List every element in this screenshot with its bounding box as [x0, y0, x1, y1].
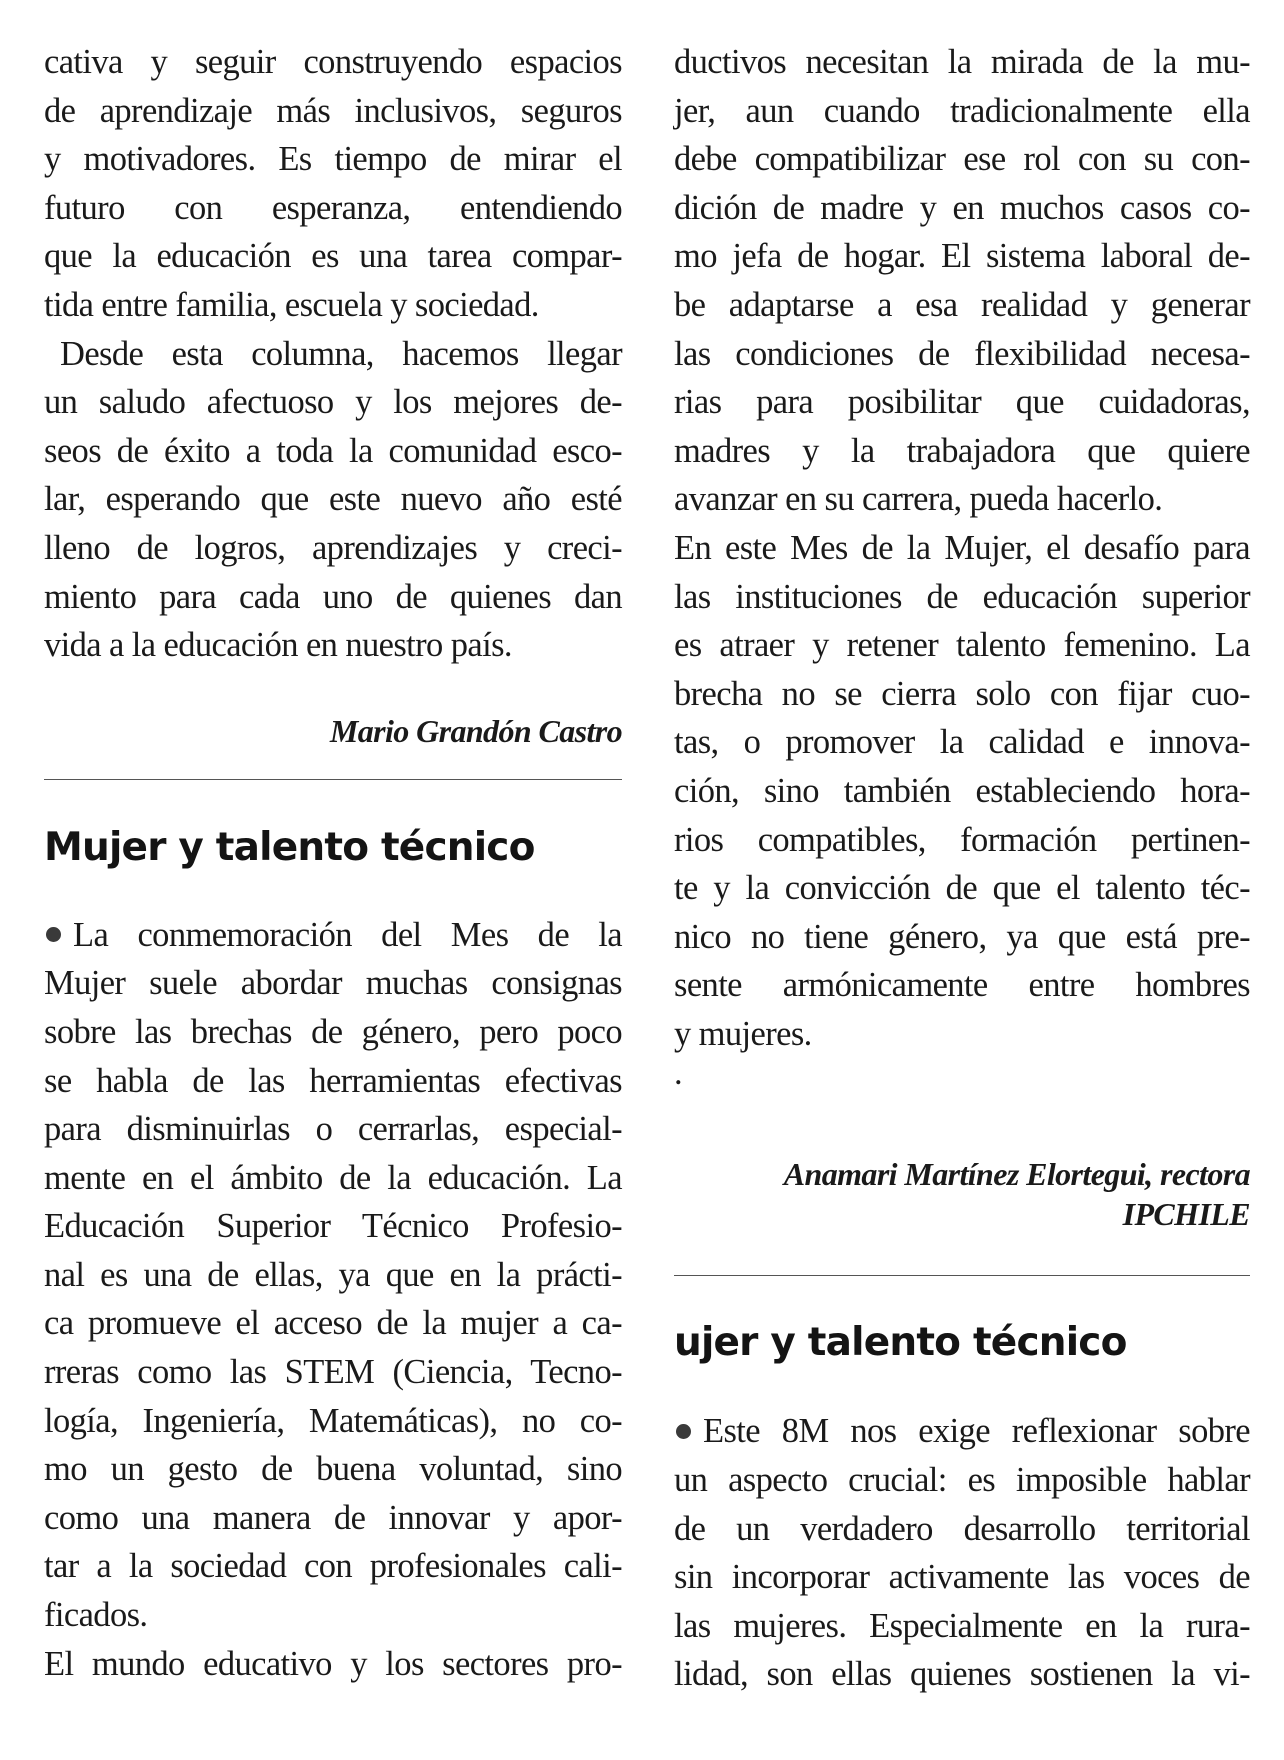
- text-line: logía, Ingeniería, Matemáticas), no co-: [44, 1401, 622, 1440]
- text-line: y mujeres.: [674, 1014, 812, 1053]
- text-line: que la educación es una tarea compar-: [44, 237, 622, 276]
- text-line: las instituciones de educación superior: [674, 577, 1250, 616]
- text-line: ductivos necesitan la mirada de la mu-: [674, 43, 1250, 81]
- text-line: dición de madre y en muchos casos co-: [674, 188, 1250, 227]
- text-line: sente armónicamente entre hombres: [674, 966, 1250, 1005]
- text-line: Desde esta columna, hacemos llegar: [60, 334, 622, 373]
- text-line: be adaptarse a esa realidad y generar: [674, 285, 1250, 324]
- bullet-icon: [46, 927, 61, 942]
- text-line: nico no tiene género, ya que está pre-: [674, 917, 1250, 956]
- text-line: lar, esperando que este nuevo año esté: [44, 480, 622, 519]
- article-body: [44, 911, 622, 1689]
- text-line: sin incorporar activamente las voces de: [674, 1558, 1250, 1597]
- text-line: La conmemoración del Mes de la: [44, 911, 622, 960]
- text-line: tida entre familia, escuela y sociedad.: [44, 285, 539, 324]
- text-line: Este 8M nos exige reflexionar sobre: [674, 1407, 1250, 1456]
- text-line: mo jefa de hogar. El sistema laboral de-: [674, 237, 1250, 276]
- previous-letter-ending: [44, 38, 622, 670]
- text-line: se habla de las herramientas efectivas: [44, 1061, 622, 1100]
- text-line: Mujer suele abordar muchas consignas: [44, 964, 622, 1003]
- text-line: un aspecto crucial: es imposible hablar: [674, 1461, 1250, 1500]
- text-line: El mundo educativo y los sectores pro-: [44, 1644, 622, 1683]
- article-continuation: [674, 38, 1250, 1058]
- text-line: debe compatibilizar ese rol con su con-: [674, 140, 1250, 179]
- text-line: las mujeres. Especialmente en la rura-: [674, 1606, 1250, 1645]
- text-line: ca promueve el acceso de la mujer a ca-: [44, 1304, 622, 1343]
- article-title: Mujer y talento técnico: [44, 824, 535, 870]
- text-line: futuro con esperanza, entendiendo: [44, 188, 622, 227]
- text-line: En este Mes de la Mujer, el desafío para: [674, 528, 1250, 567]
- article-body: [674, 1407, 1250, 1699]
- text-line: ficados.: [44, 1596, 148, 1635]
- text-line: mo un gesto de buena voluntad, sino: [44, 1450, 622, 1489]
- right-column: [674, 38, 1250, 1699]
- text-line: lidad, son ellas quienes sostienen la vi-: [674, 1655, 1250, 1694]
- text-line: rios compatibles, formación pertinen-: [674, 820, 1250, 859]
- text-line: lleno de logros, aprendizajes y creci-: [44, 528, 622, 567]
- text-line: para disminuirlas o cerrarlas, especial-: [44, 1110, 622, 1149]
- text-line: tas, o promover la calidad e innova-: [674, 723, 1250, 762]
- text-line: avanzar en su carrera, pueda hacerlo.: [674, 480, 1163, 519]
- text-line: las condiciones de flexibilidad necesa-: [674, 334, 1250, 373]
- author-affiliation: IPCHILE: [1122, 1196, 1250, 1233]
- article-title: ujer y talento técnico: [674, 1320, 1127, 1366]
- text-line: seos de éxito a toda la comunidad esco-: [44, 431, 622, 470]
- text-line: vida a la educación en nuestro país.: [44, 626, 512, 665]
- text-line: miento para cada uno de quienes dan: [44, 577, 622, 616]
- text-line: es atraer y retener talento femenino. La: [674, 626, 1250, 665]
- text-line: sobre las brechas de género, pero poco: [44, 1012, 622, 1051]
- text-line: Educación Superior Técnico Profesio-: [44, 1207, 622, 1246]
- stray-dot: .: [674, 1054, 683, 1093]
- text-line: jer, aun cuando tradicionalmente ella: [674, 91, 1250, 130]
- text-line: ción, sino también estableciendo hora-: [674, 771, 1250, 810]
- text-line: te y la convicción de que el talento téc-: [674, 869, 1250, 908]
- text-line: de un verdadero desarrollo territorial: [674, 1509, 1250, 1548]
- text-line: rias para posibilitar que cuidadoras,: [674, 383, 1250, 422]
- bullet-icon: [676, 1424, 691, 1439]
- text-line: mente en el ámbito de la educación. La: [44, 1158, 622, 1197]
- author-signature: Anamari Martínez Elortegui, rectora: [783, 1156, 1250, 1193]
- text-line: cativa y seguir construyendo espacios: [44, 43, 622, 81]
- section-divider: [44, 779, 622, 780]
- section-divider: [674, 1275, 1250, 1276]
- author-signature: Mario Grandón Castro: [329, 712, 622, 749]
- text-line: nal es una de ellas, ya que en la prácti-: [44, 1255, 622, 1294]
- text-line: de aprendizaje más inclusivos, seguros: [44, 91, 622, 130]
- text-line: brecha no se cierra solo con fijar cuo-: [674, 674, 1250, 713]
- text-line: un saludo afectuoso y los mejores de-: [44, 383, 622, 422]
- left-column: [44, 38, 622, 1688]
- text-line: y motivadores. Es tiempo de mirar el: [44, 140, 622, 179]
- text-line: como una manera de innovar y apor-: [44, 1498, 622, 1537]
- text-line: tar a la sociedad con profesionales cali-: [44, 1547, 622, 1586]
- text-line: madres y la trabajadora que quiere: [674, 431, 1250, 470]
- text-line: rreras como las STEM (Ciencia, Tecno-: [44, 1353, 622, 1392]
